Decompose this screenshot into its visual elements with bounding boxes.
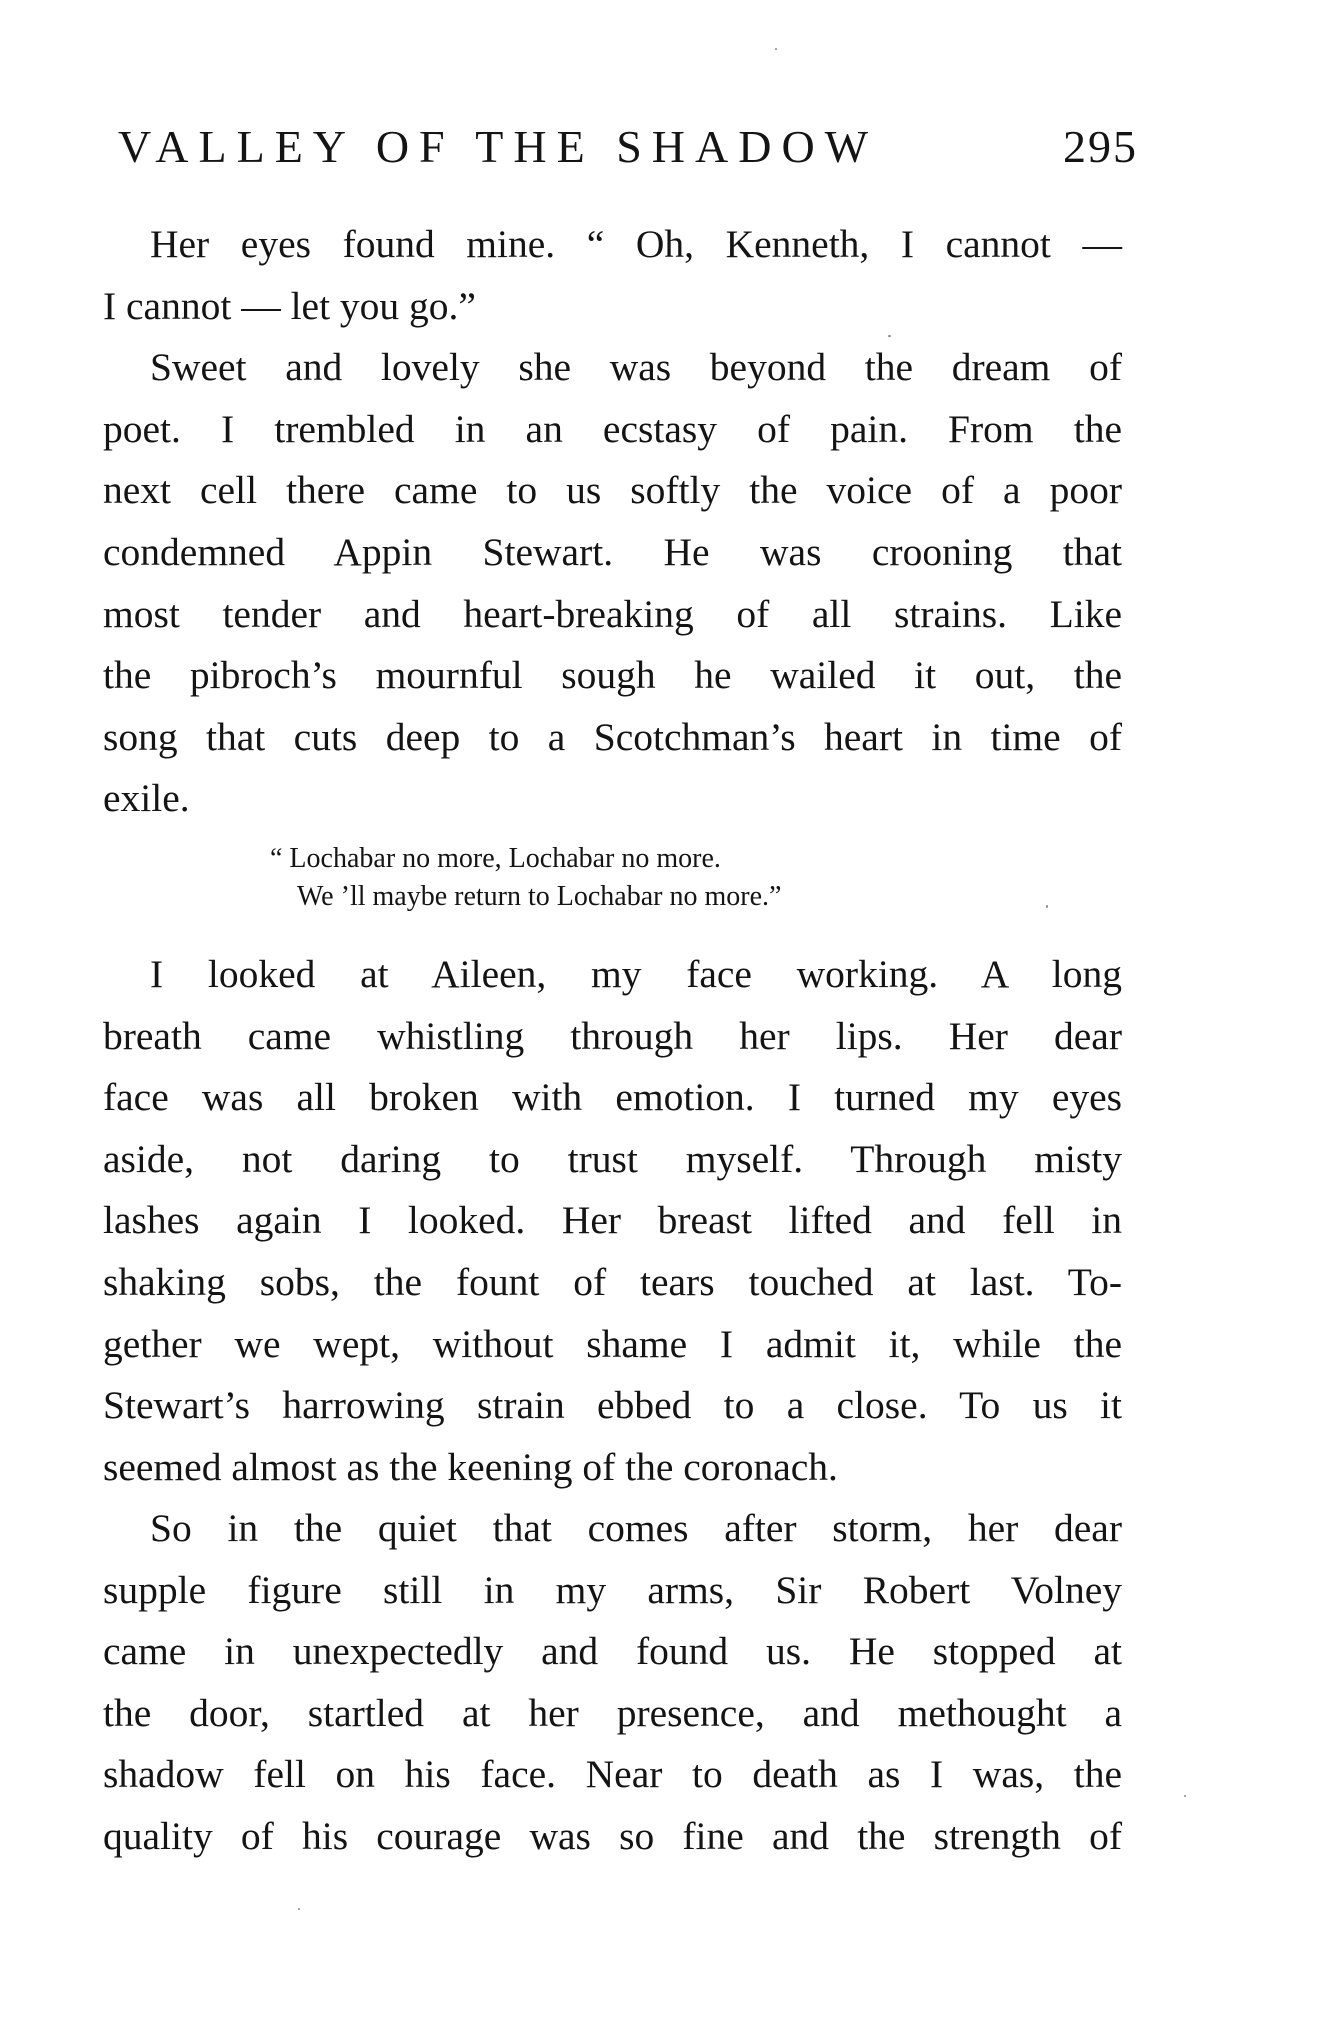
paper-speck (888, 335, 891, 337)
text-line: condemned Appin Stewart. He was crooning that (103, 529, 1122, 574)
text-line: song that cuts deep to a Scotchman’s heart in time of (103, 714, 1122, 759)
paragraph-1 (103, 214, 1122, 337)
text-line: face was all broken with emotion. I turned my eyes (103, 1075, 1122, 1120)
text-line: I looked at Aileen, my face working. A long (150, 952, 1122, 996)
paper-speck (775, 48, 777, 50)
body-text-top (103, 214, 1122, 830)
text-line: shadow fell on his face. Near to death as I was, the (103, 1752, 1122, 1797)
text-line: seemed almost as the keening of the coronach. (103, 1444, 838, 1489)
text-line: Stewart’s harrowing strain ebbed to a close. To us it (103, 1383, 1122, 1428)
text-line: aside, not daring to trust myself. Through misty (103, 1136, 1122, 1181)
page-header (118, 112, 1138, 182)
text-line: So in the quiet that comes after storm, her dear (150, 1506, 1122, 1550)
verse-line: We ’ll maybe return to Lochabar no more.” (297, 881, 782, 912)
text-line: supple figure still in my arms, Sir Robert Volney (103, 1567, 1122, 1612)
text-line: most tender and heart-breaking of all strains. Like (103, 591, 1122, 636)
text-line: Her eyes found mine. “ Oh, Kenneth, I cannot — (150, 222, 1122, 266)
text-line: lashes again I looked. Her breast lifted and fell in (103, 1198, 1122, 1243)
text-line: breath came whistling through her lips. Her dear (103, 1013, 1122, 1058)
paper-speck (298, 1908, 300, 1910)
text-line: came in unexpectedly and found us. He stopped at (103, 1629, 1122, 1674)
text-line: next cell there came to us softly the voice of a poor (103, 468, 1122, 513)
text-line: gether we wept, without shame I admit it, while the (103, 1321, 1122, 1366)
paragraph-3 (103, 944, 1122, 1498)
paragraph-4 (103, 1498, 1122, 1868)
verse-line: “ Lochabar no more, Lochabar no more. (270, 843, 721, 874)
text-line: the door, startled at her presence, and methought a (103, 1690, 1122, 1735)
text-line: I cannot — let you go.” (103, 283, 476, 328)
text-line: the pibroch’s mournful sough he wailed it out, the (103, 653, 1122, 698)
verse-quotation (270, 840, 1070, 916)
text-line: poet. I trembled in an ecstasy of pain. From the (103, 406, 1122, 451)
page-number: 295 (1063, 121, 1138, 172)
text-line: Sweet and lovely she was beyond the dream of (150, 345, 1122, 390)
paper-speck (1184, 1795, 1186, 1797)
running-head: VALLEY OF THE SHADOW (118, 121, 879, 172)
text-line: quality of his courage was so fine and the strength of (103, 1813, 1122, 1858)
text-line: exile. (103, 776, 190, 821)
paragraph-2 (103, 337, 1122, 830)
paper-speck (1046, 905, 1048, 908)
text-line: shaking sobs, the fount of tears touched at last. To- (103, 1259, 1122, 1304)
